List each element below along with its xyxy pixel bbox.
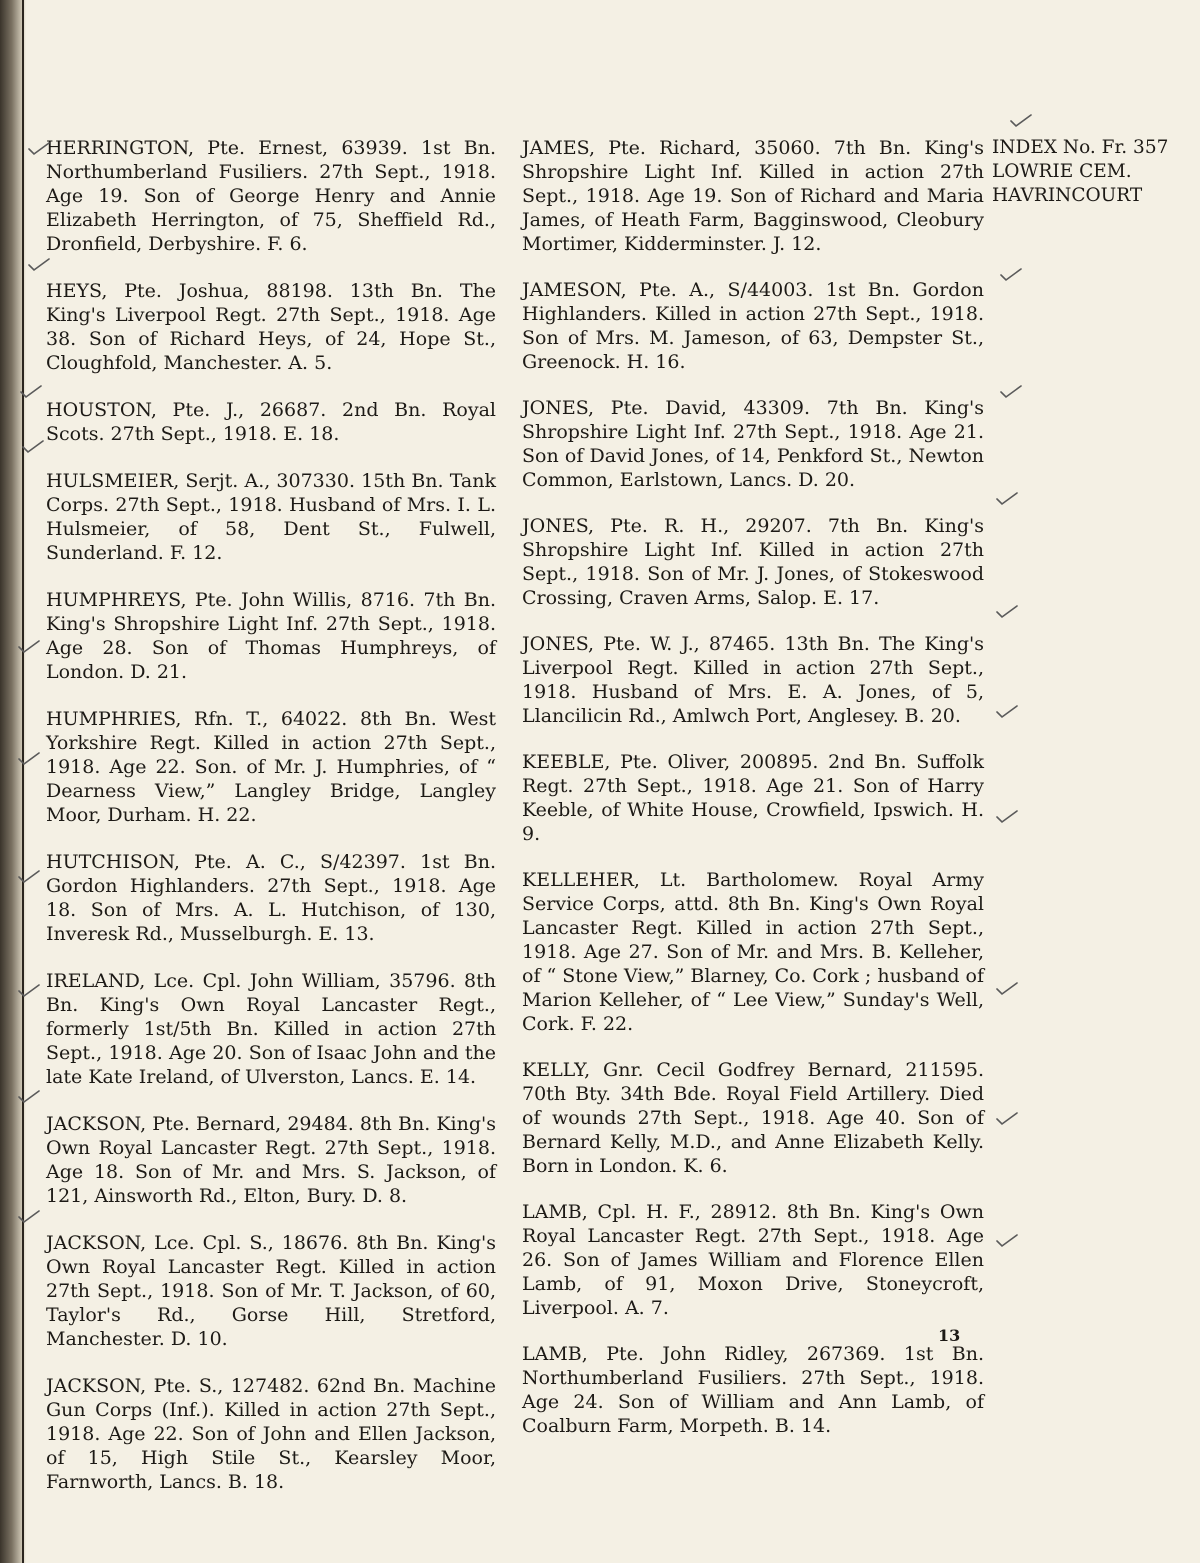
pencil-tick-icon <box>22 440 44 454</box>
pencil-tick-icon <box>996 492 1018 506</box>
entry-humphreys: HUMPHREYS, Pte. John Willis, 8716. 7th Bn. King's Shropshire Light Inf. 27th Sept., 1918. Age 28. Son of Thomas Humphreys, of London. D. 21. <box>46 589 496 683</box>
entry-hutchison: HUTCHISON, Pte. A. C., S/42397. 1st Bn. Gordon Highlanders. 27th Sept., 1918. Age 18. Son of Mrs. A. L. Hutchison, of 130, Inveresk Rd., Musselburgh. E. 13. <box>46 851 496 945</box>
pencil-tick-icon <box>28 142 50 156</box>
pencil-tick-icon <box>1000 385 1022 399</box>
cemetery-location: HAVRINCOURT <box>992 185 1143 206</box>
entry-lamb-john: LAMB, Pte. John Ridley, 267369. 1st Bn. Northumberland Fusiliers. 27th Sept., 1918. Age 24. Son of William and Ann Lamb, of Coalburn Farm, Morpeth. B. 14. <box>522 1343 984 1437</box>
entry-james: JAMES, Pte. Richard, 35060. 7th Bn. King's Shropshire Light Inf. Killed in action 27th Sept., 1918. Age 19. Son of Richard and Maria James, of Heath Farm, Bagginswood, Cleobury Mortimer, Kidderminster. J. 12. <box>522 137 984 255</box>
index-header <box>992 136 1188 208</box>
entry-jackson-pte-s: JACKSON, Pte. S., 127482. 62nd Bn. Machine Gun Corps (Inf.). Killed in action 27th Sept., 1918. Age 22. Son of John and Ellen Jackson, of 15, High Stile St., Kearsley Moor, Farnworth, Lancs. B. 18. <box>46 1375 496 1493</box>
pencil-tick-icon <box>18 1090 40 1104</box>
pencil-tick-icon <box>996 1112 1018 1126</box>
left-column <box>46 136 496 1517</box>
entry-kelly: KELLY, Gnr. Cecil Godfrey Bernard, 211595. 70th Bty. 34th Bde. Royal Field Artillery. Died of wounds 27th Sept., 1918. Age 40. Son of Bernard Kelly, M.D., and Anne Elizabeth Kelly. Born in London. K. 6. <box>522 1059 984 1177</box>
entry-jackson-bernard: JACKSON, Pte. Bernard, 29484. 8th Bn. King's Own Royal Lancaster Regt. 27th Sept., 1918. Age 18. Son of Mr. and Mrs. S. Jackson, of 121, Ainsworth Rd., Elton, Bury. D. 8. <box>46 1113 496 1207</box>
pencil-tick-icon <box>18 870 40 884</box>
entry-jameson: JAMESON, Pte. A., S/44003. 1st Bn. Gordon Highlanders. Killed in action 27th Sept., 1918. Son of Mrs. M. Jameson, of 63, Dempster St., Greenock. H. 16. <box>522 279 984 373</box>
pencil-tick-icon <box>1010 114 1032 128</box>
pencil-tick-icon <box>1000 268 1022 282</box>
entry-jones-wj: JONES, Pte. W. J., 87465. 13th Bn. The King's Liverpool Regt. Killed in action 27th Sept., 1918. Husband of Mrs. E. A. Jones, of 5, Llancilicin Rd., Amlwch Port, Anglesey. B. 20. <box>522 633 984 727</box>
pencil-tick-icon <box>18 1210 40 1224</box>
pencil-tick-icon <box>996 810 1018 824</box>
entry-jackson-lce-cpl: JACKSON, Lce. Cpl. S., 18676. 8th Bn. King's Own Royal Lancaster Regt. Killed in action 27th Sept., 1918. Son of Mr. T. Jackson, of 60, Taylor's Rd., Gorse Hill, Stretford, Manchester. D. 10. <box>46 1232 496 1350</box>
pencil-tick-icon <box>996 1234 1018 1248</box>
pencil-tick-icon <box>18 984 40 998</box>
page-number: 13 <box>938 1326 961 1345</box>
binding-edge <box>22 0 24 1563</box>
pencil-tick-icon <box>996 605 1018 619</box>
entry-ireland: IRELAND, Lce. Cpl. John William, 35796. 8th Bn. King's Own Royal Lancaster Regt., formerly 1st/5th Bn. Killed in action 27th Sept., 1918. Age 20. Son of Isaac John and the late Kate Ireland, of Ulverston, Lancs. E. 14. <box>46 970 496 1088</box>
pencil-tick-icon <box>28 258 50 272</box>
pencil-tick-icon <box>20 385 42 399</box>
entry-lamb-hf: LAMB, Cpl. H. F., 28912. 8th Bn. King's Own Royal Lancaster Regt. 27th Sept., 1918. Age 26. Son of James William and Florence Ellen Lamb, of 91, Moxon Drive, Stoneycroft, Liverpool. A. 7. <box>522 1201 984 1319</box>
entry-jones-rh: JONES, Pte. R. H., 29207. 7th Bn. King's Shropshire Light Inf. Killed in action 27th Sept., 1918. Son of Mr. J. Jones, of Stokeswood Crossing, Craven Arms, Salop. E. 17. <box>522 515 984 609</box>
pencil-tick-icon <box>18 640 40 654</box>
cemetery-name: LOWRIE CEM. <box>992 161 1132 182</box>
entry-kelleher: KELLEHER, Lt. Bartholomew. Royal Army Service Corps, attd. 8th Bn. King's Own Royal Lancaster Regt. Killed in action 27th Sept., 1918. Age 27. Son of Mr. and Mrs. B. Kelleher, of “ Stone View,” Blarney, Co. Cork ; husband of Marion Kelleher, of “ Lee View,” Sunday's Well, Cork. F. 22. <box>522 869 985 1035</box>
entry-houston: HOUSTON, Pte. J., 26687. 2nd Bn. Royal Scots. 27th Sept., 1918. E. 18. <box>46 399 496 445</box>
right-column <box>522 136 984 1460</box>
pencil-tick-icon <box>996 982 1018 996</box>
pencil-tick-icon <box>18 752 40 766</box>
pencil-tick-icon <box>996 705 1018 719</box>
entry-jones-david: JONES, Pte. David, 43309. 7th Bn. King's Shropshire Light Inf. 27th Sept., 1918. Age 21. Son of David Jones, of 14, Penkford St., Newton Common, Earlstown, Lancs. D. 20. <box>522 397 984 491</box>
entry-keeble: KEEBLE, Pte. Oliver, 200895. 2nd Bn. Suffolk Regt. 27th Sept., 1918. Age 21. Son of Harry Keeble, of White House, Crowfield, Ipswich. H. 9. <box>522 751 984 845</box>
index-number: INDEX No. Fr. 357 <box>992 137 1169 158</box>
entry-heys: HEYS, Pte. Joshua, 88198. 13th Bn. The King's Liverpool Regt. 27th Sept., 1918. Age 38. Son of Richard Heys, of 24, Hope St., Cloughfold, Manchester. A. 5. <box>46 280 496 374</box>
entry-hulsmeier: HULSMEIER, Serjt. A., 307330. 15th Bn. Tank Corps. 27th Sept., 1918. Husband of Mrs. I. L. Hulsmeier, of 58, Dent St., Fulwell, Sunderland. F. 12. <box>46 470 496 564</box>
entry-humphries: HUMPHRIES, Rfn. T., 64022. 8th Bn. West Yorkshire Regt. Killed in action 27th Sept., 1918. Age 22. Son. of Mr. J. Humphries, of “ Dearness View,” Langley Bridge, Langley Moor, Durham. H. 22. <box>46 708 496 826</box>
entry-herrington: HERRINGTON, Pte. Ernest, 63939. 1st Bn. Northumberland Fusiliers. 27th Sept., 1918. Age 19. Son of George Henry and Annie Elizabeth Herrington, of 75, Sheffield Rd., Dronfield, Derbyshire. F. 6. <box>46 137 496 255</box>
